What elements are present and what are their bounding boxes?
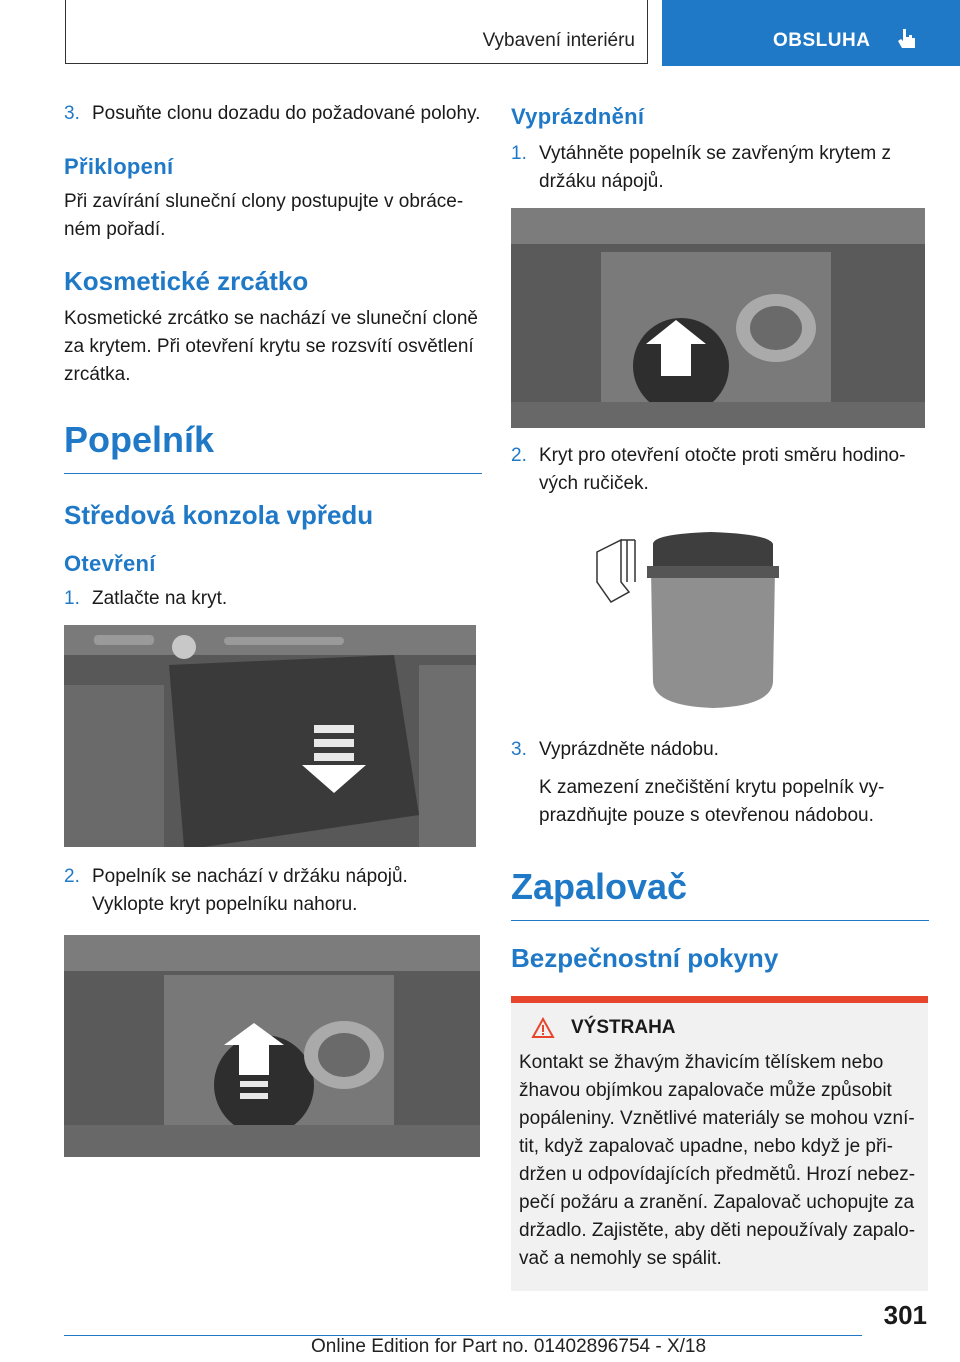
step-number: 3. — [511, 739, 527, 760]
warning-triangle-icon — [531, 1017, 555, 1039]
step-1 — [511, 140, 929, 196]
photo-push-cover — [64, 625, 476, 847]
photo-pull-ashtray — [511, 208, 925, 428]
warning-box — [511, 996, 928, 1291]
step-3-note: K zamezení znečištění krytu popelník vyprazdňujte pouze s otevřenou nádobou. — [539, 777, 885, 826]
heading-otevreni: Otevření — [64, 551, 156, 576]
warning-label: VÝSTRAHA — [571, 1017, 676, 1038]
page-number: 301 — [883, 1300, 927, 1330]
heading-kosmeticke-zrcatko: Kosmetické zrcátko — [64, 266, 309, 296]
step-number: 1. — [64, 588, 80, 609]
step-number: 2. — [511, 445, 527, 466]
heading-priklopeni: Přiklopení — [64, 154, 174, 179]
header-tab-label: OBSLUHA — [773, 30, 871, 51]
photo-open-cover — [64, 935, 480, 1157]
step-3 — [511, 736, 929, 764]
step-text: Kryt pro otevření otočte proti směru hodinových ručiček. — [539, 445, 906, 494]
step-number: 3. — [64, 103, 80, 124]
step-3 — [64, 100, 482, 128]
right-column — [511, 104, 929, 1291]
step-number: 1. — [511, 143, 527, 164]
step-text: Zatlačte na kryt. — [92, 588, 228, 609]
header-section-title: Vybavení interiéru — [482, 30, 635, 51]
heading-zapalovac: Zapalovač — [511, 866, 929, 921]
step-number: 2. — [64, 866, 80, 887]
step-text: Popelník se nachází v držáku nápojů. Vyklopte kryt popelníku nahoru. — [92, 866, 408, 915]
priklopeni-text: Při zavírání sluneční clony postupujte v obráceném pořadí. — [64, 191, 464, 240]
hand-pointer-icon — [894, 26, 920, 52]
step-2 — [64, 863, 482, 919]
step-text: Vytáhněte popelník se zavřeným krytem z držáku nápojů. — [539, 143, 892, 192]
warning-text: Kontakt se žhavým žhavicím tělískem nebo žhavou objímkou zapalovače může způsobit popáleniny. Vznětlivé materiály se mohou vznítit, když zapalovač upadne, nebo když je přidržen u odpovídajících předmětů. Hrozí nebezpečí požáru a zranění. Zapalovač uchopujte za držadlo. Zajistěte, aby děti nepoužívaly zapalovač a nemohly se spálit. — [519, 1052, 916, 1269]
heading-vyprazdneni: Vyprázdnění — [511, 104, 645, 129]
footer-edition: Online Edition for Part no. 01402896754 - X/18 — [311, 1336, 707, 1357]
left-column — [64, 100, 482, 1157]
heading-stredova-konzola: Středová konzola vpředu — [64, 500, 374, 530]
heading-bezpecnostni-pokyny: Bezpečnostní pokyny — [511, 943, 779, 973]
step-text: Vyprázdněte nádobu. — [539, 739, 719, 760]
heading-popelnik: Popelník — [64, 419, 482, 474]
header-tab[interactable] — [662, 0, 960, 66]
illustration-ashtray-container — [511, 512, 925, 722]
warning-title — [519, 1017, 920, 1039]
step-2 — [511, 442, 929, 498]
header-section-box — [65, 0, 648, 64]
step-text: Posuňte clonu dozadu do požadované polohy. — [92, 103, 481, 124]
step-1 — [64, 585, 482, 613]
zrcatko-text: Kosmetické zrcátko se nachází ve sluneční cloně za krytem. Při otevření krytu se rozsvítí osvětlení zrcátka. — [64, 308, 478, 385]
